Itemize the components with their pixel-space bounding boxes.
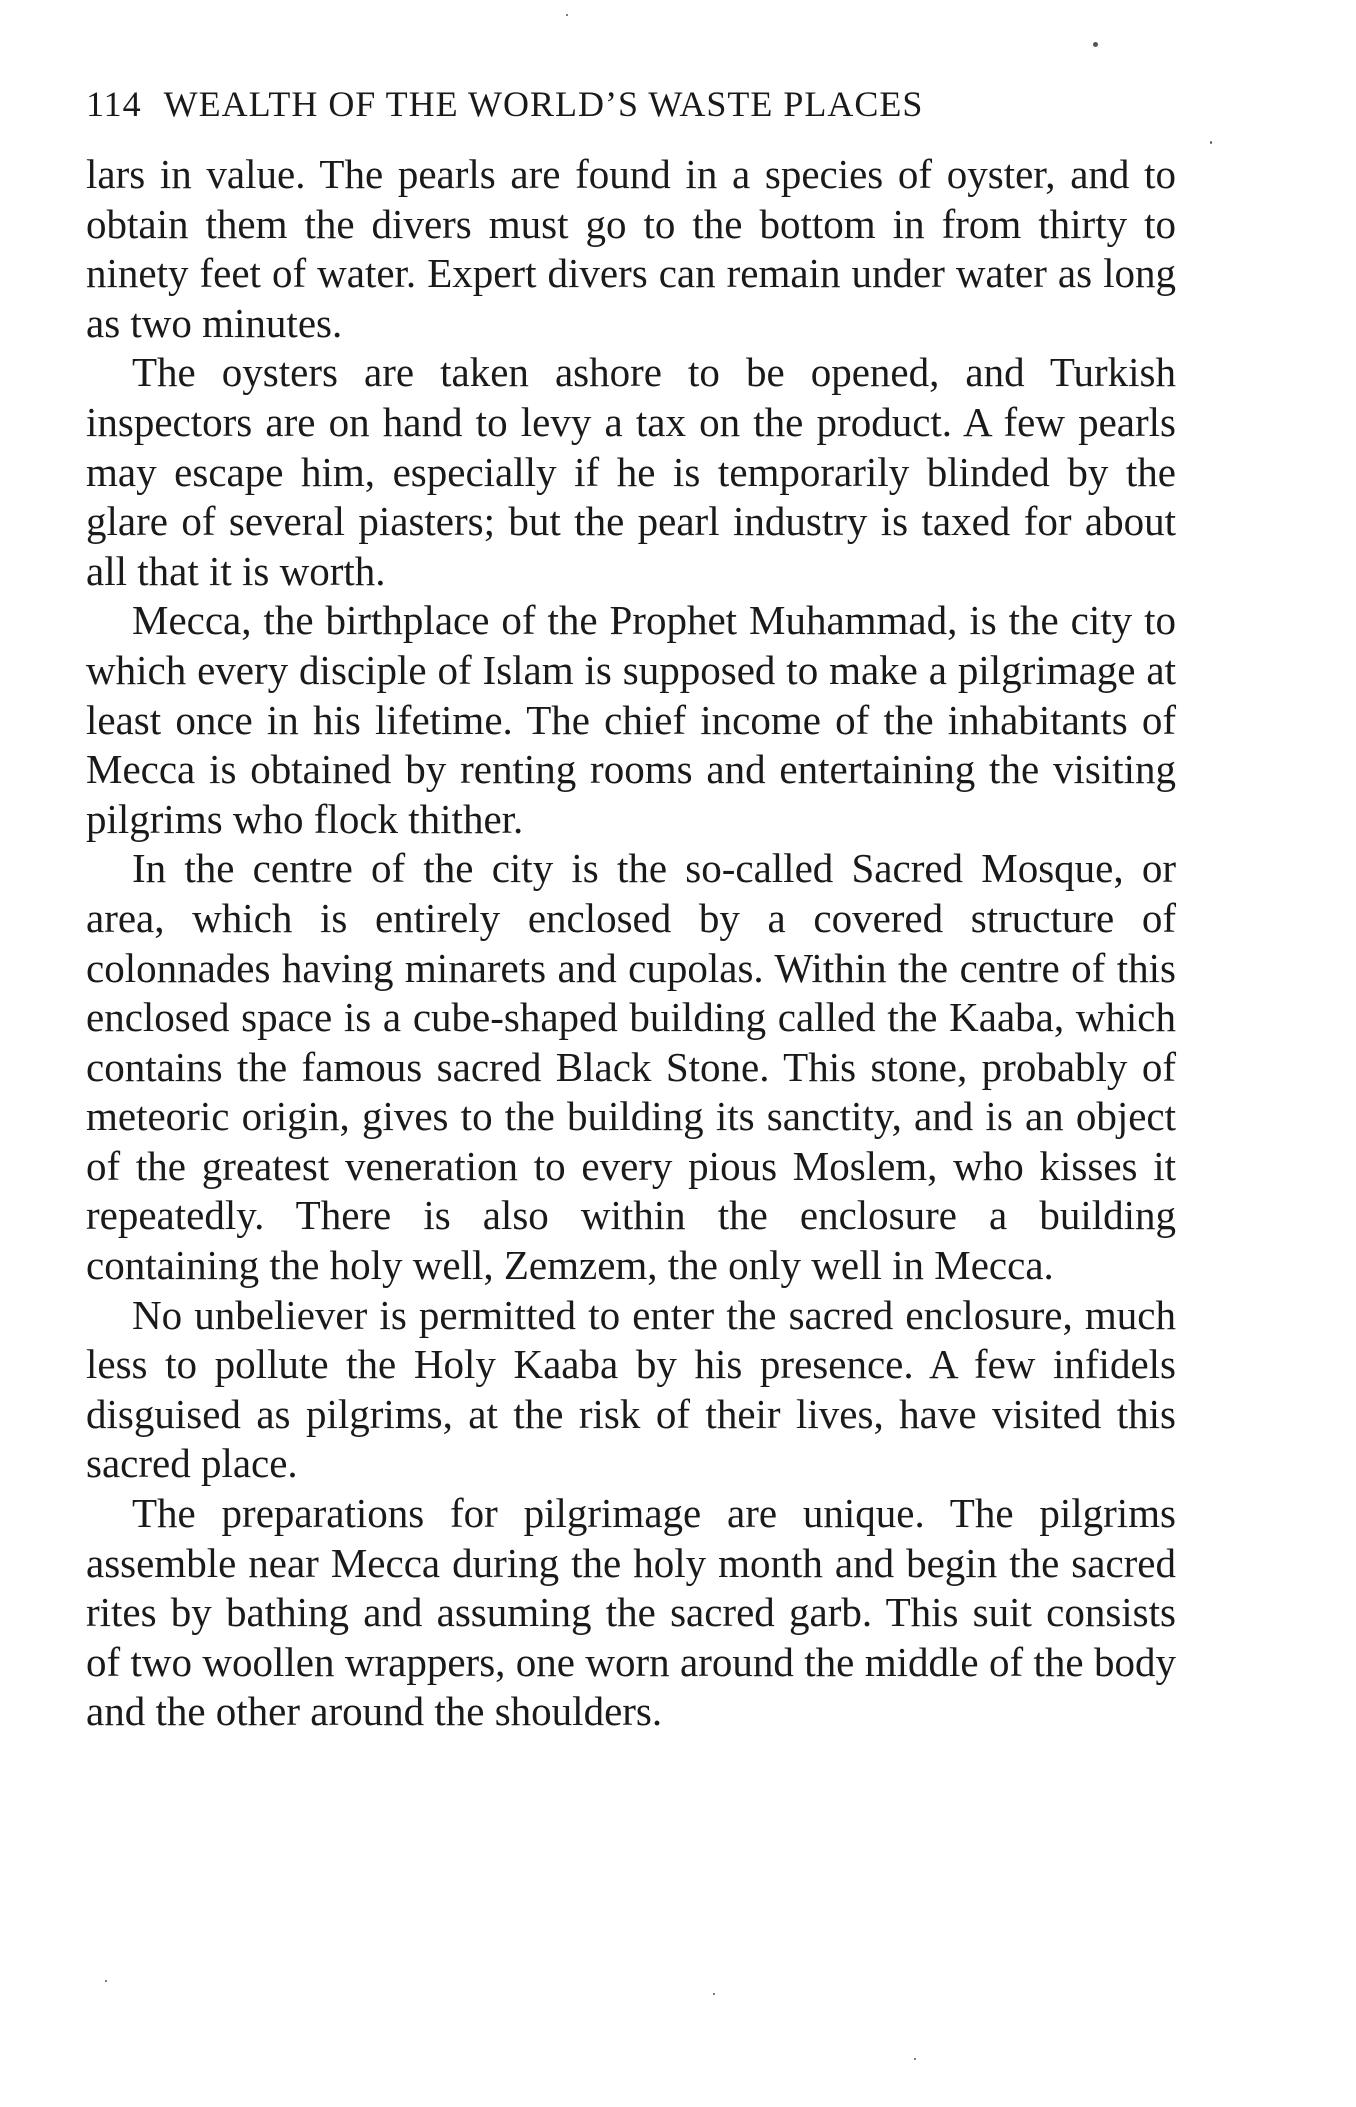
- paragraph-sacred-mosque: In the centre of the city is the so-called Sacred Mosque, or area, which is entirely enclosed by a covered structure of colonnades having minarets and cupolas. Within the centre of this enclosed space is a cube-shaped building called the Kaaba, which contains the famous sacred Black Stone. This stone, probably of meteoric origin, gives to the building its sanctity, and is an object of the greatest veneration to every pious Moslem, who kisses it repeatedly. There is also within the enclosure a building containing the holy well, Zemzem, the only well in Mecca.: [86, 845, 1176, 1289]
- scan-speck: [1093, 42, 1098, 47]
- scan-speck: [105, 1980, 107, 1982]
- paragraph-mecca-pilgrimage: Mecca, the birthplace of the Prophet Muhammad, is the city to which every disciple of Islam is supposed to make a pilgrimage at least once in his lifetime. The chief income of the inhabitants of Mecca is obtained by renting rooms and entertaining the visiting pilgrims who flock thither.: [86, 597, 1176, 842]
- paragraph-unbelievers: No unbeliever is permitted to enter the sacred enclosure, much less to pollute the Holy Kaaba by his presence. A few infidels disguised as pilgrims, at the risk of their lives, have visited this sacred place.: [86, 1291, 1176, 1487]
- page-number: 114: [86, 84, 142, 124]
- running-head: [86, 82, 1176, 126]
- body-text: [86, 150, 1176, 1737]
- paragraph-oyster-tax: The oysters are taken ashore to be opened, and Turkish inspectors are on hand to levy a tax on the product. A few pearls may escape him, especially if he is temporarily blinded by the glare of several piasters; but the pearl industry is taxed for about all that it is worth.: [86, 349, 1176, 594]
- running-title: WEALTH OF THE WORLD’S WASTE PLACES: [163, 84, 924, 124]
- scan-speck: [1210, 141, 1212, 144]
- scan-speck: [713, 1993, 715, 1995]
- scan-speck: [914, 2058, 916, 2060]
- scan-speck: [566, 14, 568, 16]
- paragraph-pilgrim-preparations: The preparations for pilgrimage are unique. The pilgrims assemble near Mecca during the holy month and begin the sacred rites by bathing and assuming the sacred garb. This suit consists of two woollen wrappers, one worn around the middle of the body and the other around the shoulders.: [86, 1490, 1176, 1735]
- paragraph-pearl-diving: lars in value. The pearls are found in a species of oyster, and to obtain them the divers must go to the bottom in from thirty to ninety feet of water. Expert divers can remain under water as long as two minutes.: [86, 151, 1176, 346]
